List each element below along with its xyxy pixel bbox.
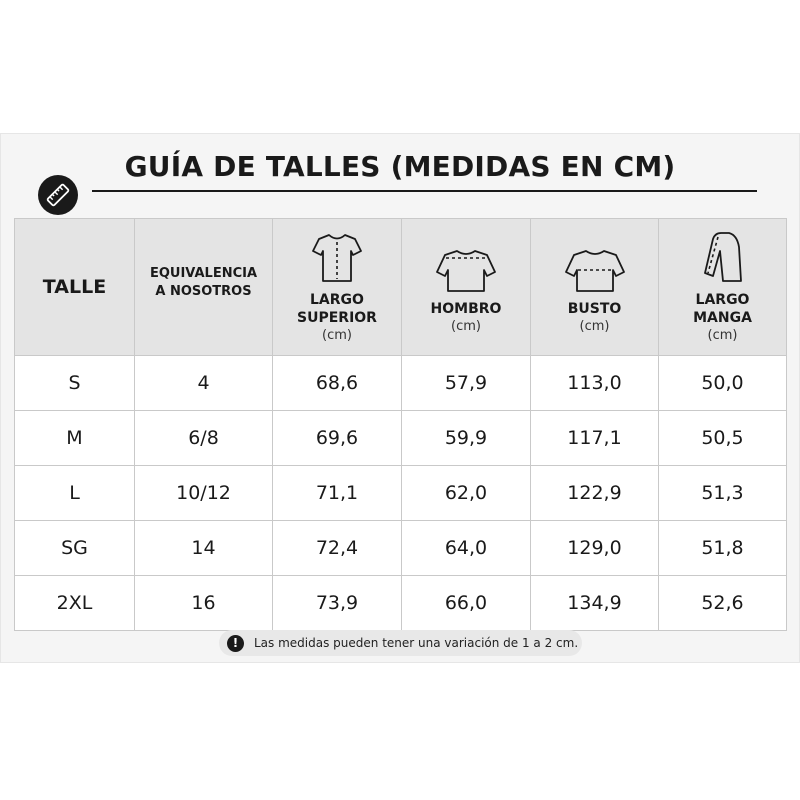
cell-largo-superior: 71,1 [273,466,402,521]
cell-equivalencia: 10/12 [135,466,273,521]
cell-largo-superior: 68,6 [273,356,402,411]
cell-largo-manga: 52,6 [659,576,787,631]
table-header-row [15,219,787,356]
header-busto [531,219,659,356]
header-largo-manga-label: LARGO MANGA [693,292,752,326]
cell-busto: 134,9 [531,576,659,631]
header-largo-superior-label: LARGO SUPERIOR [297,292,377,326]
header-largo-manga-unit: (cm) [707,328,738,343]
shirt-length-icon [311,229,363,285]
shirt-bust-icon [564,238,626,294]
cell-equivalencia: 14 [135,521,273,576]
page-title: GUÍA DE TALLES (MEDIDAS EN CM) [124,150,676,183]
cell-busto: 117,1 [531,411,659,466]
table-row [15,411,787,466]
sleeve-length-icon [701,229,745,285]
table-row [15,576,787,631]
header-largo-manga [659,219,787,356]
measurement-note [219,630,582,656]
header-busto-label: BUSTO [567,301,622,317]
exclamation-icon: ! [227,635,244,652]
cell-largo-superior: 73,9 [273,576,402,631]
header-hombro [402,219,531,356]
header-hombro-label: HOMBRO [430,301,502,317]
cell-largo-superior: 69,6 [273,411,402,466]
cell-busto: 113,0 [531,356,659,411]
cell-hombro: 57,9 [402,356,531,411]
ruler-icon [38,175,78,215]
header-busto-unit: (cm) [579,319,610,334]
cell-hombro: 66,0 [402,576,531,631]
cell-equivalencia: 16 [135,576,273,631]
cell-largo-manga: 51,8 [659,521,787,576]
title-divider [92,190,757,192]
note-text: Las medidas pueden tener una variación de 1 a 2 cm. [254,636,579,650]
table-row [15,356,787,411]
cell-hombro: 64,0 [402,521,531,576]
header-largo-superior [273,219,402,356]
cell-hombro: 59,9 [402,411,531,466]
table-row [15,521,787,576]
cell-talle: S [15,356,135,411]
cell-hombro: 62,0 [402,466,531,521]
cell-largo-manga: 50,5 [659,411,787,466]
size-table [14,218,787,631]
header-talle: TALLE [15,219,135,356]
header-equivalencia [135,219,273,356]
cell-equivalencia: 4 [135,356,273,411]
cell-largo-manga: 50,0 [659,356,787,411]
cell-talle: SG [15,521,135,576]
cell-largo-superior: 72,4 [273,521,402,576]
cell-busto: 129,0 [531,521,659,576]
header-equivalencia-label: EQUIVALENCIA A NOSOTROS [149,266,258,299]
cell-talle: M [15,411,135,466]
shirt-shoulder-icon [435,238,497,294]
cell-talle: L [15,466,135,521]
table-row [15,466,787,521]
header-hombro-unit: (cm) [451,319,481,334]
cell-talle: 2XL [15,576,135,631]
cell-busto: 122,9 [531,466,659,521]
header-largo-superior-unit: (cm) [322,328,352,343]
cell-largo-manga: 51,3 [659,466,787,521]
cell-equivalencia: 6/8 [135,411,273,466]
